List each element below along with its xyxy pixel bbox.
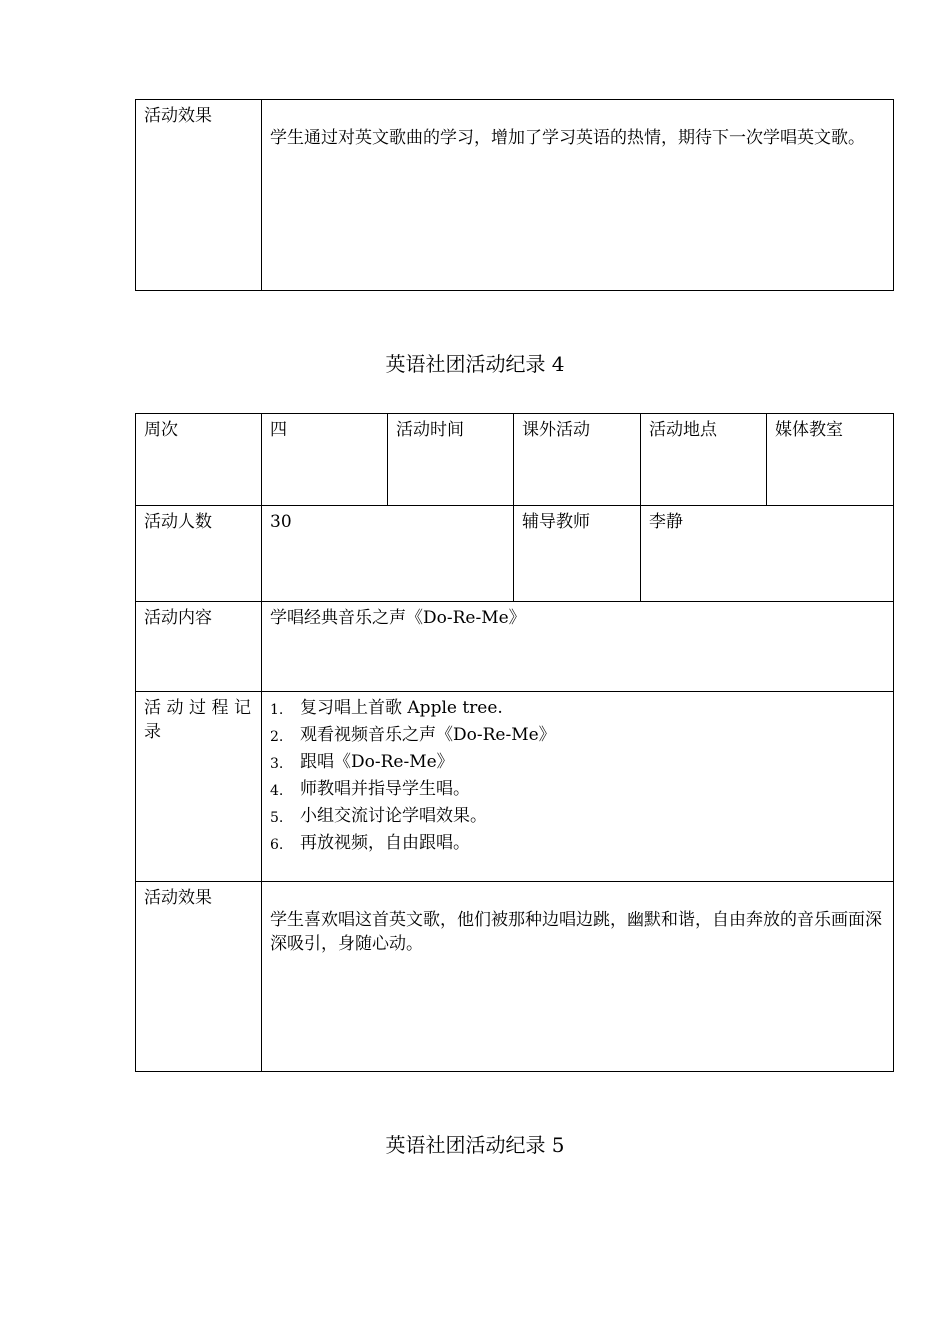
step-number: 2.	[270, 729, 284, 745]
effect-label: 活动效果	[136, 882, 262, 1072]
process-step	[270, 723, 885, 750]
effect-text-cell	[262, 100, 894, 291]
effect-text-cell	[262, 882, 894, 1072]
time-value: 课外活动	[514, 414, 641, 506]
record4-table	[135, 413, 894, 1072]
process-label: 活动过程记录	[136, 692, 262, 882]
process-cell	[262, 692, 894, 882]
process-step	[270, 750, 885, 777]
step-number: 4.	[270, 783, 284, 799]
row-week	[136, 414, 894, 506]
people-value: 30	[262, 506, 514, 602]
week-value: 四	[262, 414, 388, 506]
process-steps-list	[270, 696, 885, 858]
process-step	[270, 696, 885, 723]
step-text: 观看视频音乐之声《Do-Re-Me》	[300, 725, 556, 745]
people-label: 活动人数	[136, 506, 262, 602]
step-text: 跟唱《Do-Re-Me》	[300, 752, 454, 772]
record3-effect-table	[135, 99, 894, 291]
place-label: 活动地点	[641, 414, 767, 506]
content-value: 学唱经典音乐之声《Do-Re-Me》	[262, 602, 894, 692]
step-number: 1.	[270, 702, 284, 718]
step-text: 复习唱上首歌 Apple tree.	[300, 698, 503, 718]
step-text: 小组交流讨论学唱效果。	[300, 806, 487, 826]
process-step	[270, 804, 885, 831]
effect-text: 学生通过对英文歌曲的学习，增加了学习英语的热情，期待下一次学唱英文歌。	[270, 128, 865, 148]
row-process	[136, 692, 894, 882]
step-number: 3.	[270, 756, 284, 772]
step-number: 5.	[270, 810, 284, 826]
record4-title: 英语社团活动纪录 4	[385, 352, 565, 376]
effect-text: 学生喜欢唱这首英文歌，他们被那种边唱边跳，幽默和谐，自由奔放的音乐画面深深吸引，身随心动。	[270, 910, 882, 954]
content-label: 活动内容	[136, 602, 262, 692]
step-text: 再放视频，自由跟唱。	[300, 833, 470, 853]
teacher-label: 辅导教师	[514, 506, 641, 602]
process-step	[270, 777, 885, 804]
row-people	[136, 506, 894, 602]
record5-title: 英语社团活动纪录 5	[385, 1133, 565, 1157]
row-content	[136, 602, 894, 692]
step-text: 师教唱并指导学生唱。	[300, 779, 470, 799]
row-effect	[136, 882, 894, 1072]
week-label: 周次	[136, 414, 262, 506]
teacher-value: 李静	[641, 506, 894, 602]
step-number: 6.	[270, 837, 284, 853]
time-label: 活动时间	[388, 414, 514, 506]
process-step	[270, 831, 885, 858]
place-value: 媒体教室	[767, 414, 894, 506]
effect-label: 活动效果	[136, 100, 262, 291]
